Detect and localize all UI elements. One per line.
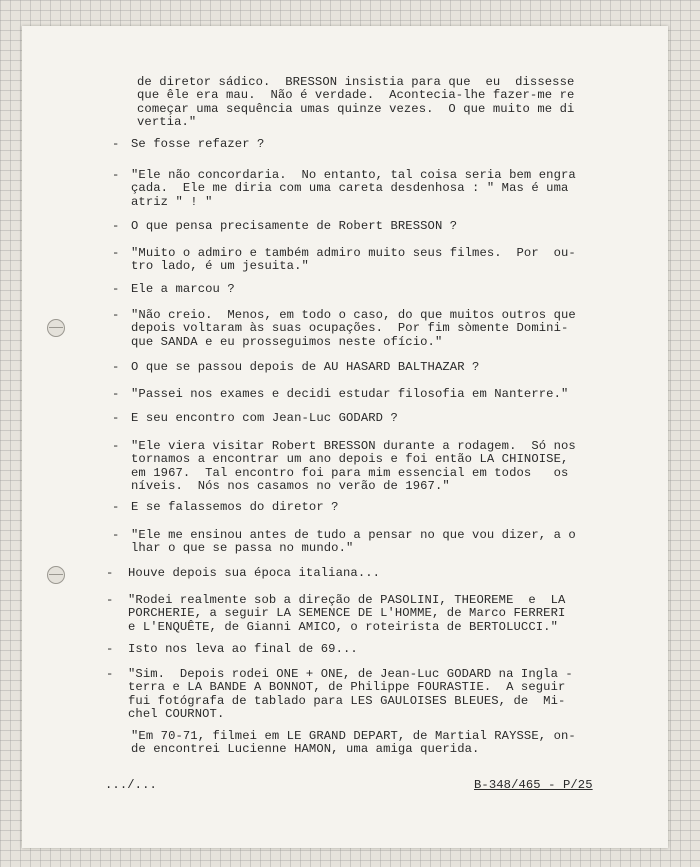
- entry-text: [131, 309, 631, 349]
- entry-text: [131, 388, 631, 401]
- list-dash: -: [106, 593, 114, 607]
- entry-text: [128, 567, 628, 580]
- entry-text: [131, 412, 631, 425]
- entry-text: [131, 283, 631, 296]
- text-line: em 1967. Tal encontro foi para mim essencial em todos os: [131, 465, 569, 480]
- text-line: "Ele viera visitar Robert BRESSON durante a rodagem. Só nos: [131, 439, 576, 453]
- text-line: que SANDA e eu prosseguimos neste ofício.": [131, 334, 443, 349]
- list-dash: -: [112, 360, 120, 374]
- text-line: de encontrei Lucienne HAMON, uma amiga querida.: [131, 742, 480, 757]
- page-reference: B-348/465 - P/25: [474, 778, 593, 792]
- entry-text: [131, 730, 631, 757]
- text-line: atriz " ! ": [131, 194, 213, 209]
- entry-text: [131, 440, 631, 493]
- entry-text: [128, 643, 628, 656]
- text-line: Isto nos leva ao final de 69...: [128, 642, 358, 656]
- continuation-mark: .../...: [105, 778, 157, 792]
- list-dash: -: [112, 387, 120, 401]
- text-line: começar uma sequência umas quinze vezes. O que muito me di: [137, 101, 575, 116]
- list-dash: -: [112, 528, 120, 542]
- list-dash: -: [106, 642, 114, 656]
- text-line: e L'ENQUÊTE, de Gianni AMICO, o roteirista de BERTOLUCCI.": [128, 619, 558, 634]
- text-line: vertia.": [137, 114, 197, 129]
- entry-text: [131, 529, 631, 556]
- text-line: E seu encontro com Jean-Luc GODARD ?: [131, 411, 398, 425]
- text-line: O que se passou depois de AU HASARD BALTHAZAR ?: [131, 360, 480, 374]
- intro-paragraph: [137, 76, 637, 129]
- text-line: PORCHERIE, a seguir LA SEMENCE DE L'HOMME, de Marco FERRERI: [128, 606, 566, 621]
- entry-text: [128, 594, 628, 634]
- text-line: depois voltaram às suas ocupações. Por fim sòmente Domini-: [131, 321, 569, 336]
- text-line: Houve depois sua época italiana...: [128, 566, 381, 580]
- list-dash: -: [112, 246, 120, 260]
- text-line: chel COURNOT.: [128, 706, 225, 721]
- entry-text: [131, 247, 631, 274]
- text-line: "Não creio. Menos, em todo o caso, do que muitos outros que: [131, 308, 576, 322]
- text-line: lhar o que se passa no mundo.": [131, 541, 354, 556]
- text-line: "Ele não concordaria. No entanto, tal coisa seria bem engra: [131, 168, 576, 182]
- text-line: "Muito o admiro e também admiro muito seus filmes. Por ou-: [131, 246, 576, 260]
- list-dash: -: [112, 137, 120, 151]
- entry-text: [131, 138, 631, 151]
- list-dash: -: [112, 308, 120, 322]
- list-dash: -: [112, 219, 120, 233]
- text-line: terra e LA BANDE A BONNOT, de Philippe FOURASTIE. A seguir: [128, 680, 566, 695]
- text-line: O que pensa precisamente de Robert BRESSON ?: [131, 219, 458, 233]
- document-page: [22, 26, 668, 848]
- text-line: Ele a marcou ?: [131, 282, 235, 296]
- list-dash: -: [112, 500, 120, 514]
- entry-text: [128, 668, 628, 721]
- text-line: çada. Ele me diria com uma careta desdenhosa : " Mas é uma: [131, 181, 569, 196]
- entry-text: [131, 361, 631, 374]
- text-line: tro lado, é um jesuita.": [131, 259, 309, 274]
- text-line: que êle era mau. Não é verdade. Acontecia-lhe fazer-me re: [137, 88, 575, 103]
- punch-hole: [47, 566, 65, 584]
- list-dash: -: [106, 667, 114, 681]
- list-dash: -: [112, 439, 120, 453]
- entry-text: [131, 169, 631, 209]
- text-line: "Em 70-71, filmei em LE GRAND DEPART, de Martial RAYSSE, on-: [131, 729, 576, 743]
- text-line: "Ele me ensinou antes de tudo a pensar no que vou dizer, a o: [131, 528, 576, 542]
- text-line: fui fotógrafa de tablado para LES GAULOISES BLEUES, de Mi-: [128, 693, 566, 708]
- list-dash: -: [112, 411, 120, 425]
- punch-hole: [47, 319, 65, 337]
- list-dash: -: [106, 566, 114, 580]
- text-line: "Rodei realmente sob a direção de PASOLINI, THEOREME e LA: [128, 593, 566, 607]
- text-line: E se falassemos do diretor ?: [131, 500, 339, 514]
- text-line: "Sim. Depois rodei ONE + ONE, de Jean-Luc GODARD na Ingla -: [128, 667, 573, 681]
- list-dash: -: [112, 168, 120, 182]
- entry-text: [131, 220, 631, 233]
- text-line: "Passei nos exames e decidi estudar filosofia em Nanterre.": [131, 387, 569, 401]
- text-line: tornamos a encontrar um ano depois e foi então LA CHINOISE,: [131, 452, 569, 467]
- text-line: Se fosse refazer ?: [131, 137, 265, 151]
- list-dash: -: [112, 282, 120, 296]
- text-line: níveis. Nós nos casamos no verão de 1967.": [131, 478, 450, 493]
- entry-text: [131, 501, 631, 514]
- text-line: de diretor sádico. BRESSON insistia para que eu dissesse: [137, 75, 575, 89]
